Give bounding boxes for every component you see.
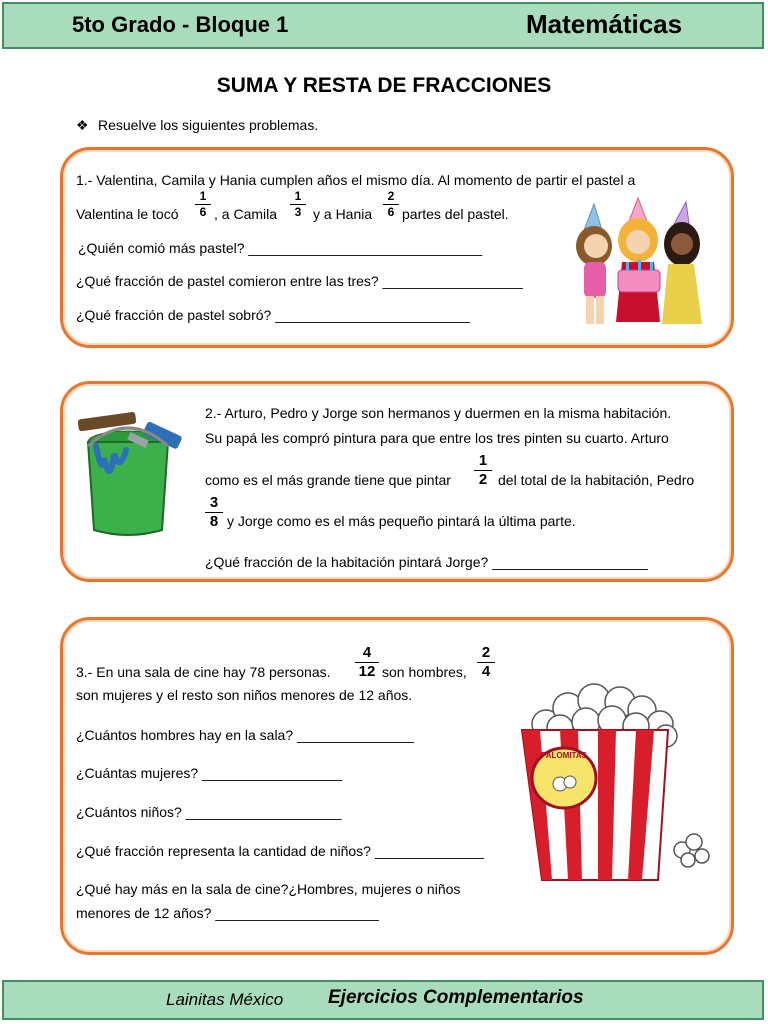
fraction-4-12: 4 12 [355, 645, 379, 680]
fraction-3-8: 3 8 [205, 495, 223, 530]
fraction-1-3: 1 3 [290, 190, 306, 219]
footer-author: Lainitas México [166, 990, 284, 1009]
problem-1-line-1: 1.- Valentina, Camila y Hania cumplen años el mismo día. Al momento de partir el pastel a [76, 172, 636, 188]
problem-3-line-2: son mujeres y el resto son niños menores de 12 años. [76, 687, 413, 703]
fraction-2-4: 2 4 [477, 645, 495, 680]
problem-3-question-3: ¿Cuántos niños? ____________________ [76, 804, 342, 820]
fraction-1-6: 1 6 [195, 190, 211, 219]
problem-1-question-1: ¿Quién comió más pastel? ______________________________ [78, 240, 482, 256]
instruction [76, 117, 318, 134]
bullet-icon: ❖ [76, 117, 89, 133]
problem-1-line-2c: y a Hania [313, 206, 373, 222]
problem-3-question-1: ¿Cuántos hombres hay en la sala? _______________ [76, 727, 414, 743]
problem-2-line-1: 2.- Arturo, Pedro y Jorge son hermanos y duermen en la misma habitación. [205, 405, 672, 421]
problem-1-line-2b: , a Camila [214, 206, 278, 222]
problem-3-line-1b: son hombres, [382, 664, 467, 680]
grade-label: 5to Grado - Bloque 1 [72, 12, 289, 37]
problem-2-line-4: y Jorge como es el más pequeño pintará la última parte. [227, 513, 576, 529]
popcorn-label: PALOMITAS [541, 751, 587, 760]
problem-3-question-5a: ¿Qué hay más en la sala de cine?¿Hombres, mujeres o niños [76, 881, 461, 897]
problem-2-line-3b: del total de la habitación, Pedro [498, 472, 695, 488]
popcorn-illustration [516, 680, 712, 886]
instruction-text: Resuelve los siguientes problemas. [98, 117, 319, 133]
paint-bucket-illustration [74, 406, 192, 542]
problem-1-question-2: ¿Qué fracción de pastel comieron entre las tres? __________________ [76, 273, 523, 289]
problem-3-question-4: ¿Qué fracción representa la cantidad de niños? ______________ [76, 843, 484, 859]
footer-title: Ejercicios Complementarios [328, 987, 584, 1008]
subject-label: Matemáticas [526, 9, 683, 39]
fraction-1-2: 1 2 [474, 453, 492, 488]
problem-1-question-3: ¿Qué fracción de pastel sobró? _________________________ [76, 307, 470, 323]
fraction-2-6: 2 6 [383, 190, 399, 219]
problem-2-question-1: ¿Qué fracción de la habitación pintará Jorge? ____________________ [205, 554, 648, 570]
page-title: SUMA Y RESTA DE FRACCIONES [216, 74, 552, 97]
problem-3-question-5b: menores de 12 años? _____________________ [76, 905, 379, 921]
problem-2-line-2: Su papá les compró pintura para que entre los tres pinten su cuarto. Arturo [205, 430, 669, 446]
problem-3-line-1a: 3.- En una sala de cine hay 78 personas. [76, 664, 331, 680]
problem-1-line-2a: Valentina le tocó [76, 206, 179, 222]
party-girls-illustration [556, 196, 716, 330]
problem-1-line-2d: partes del pastel. [402, 206, 509, 222]
problem-3-question-2: ¿Cuántas mujeres? __________________ [76, 765, 343, 781]
problem-2-line-3a: como es el más grande tiene que pintar [205, 472, 451, 488]
